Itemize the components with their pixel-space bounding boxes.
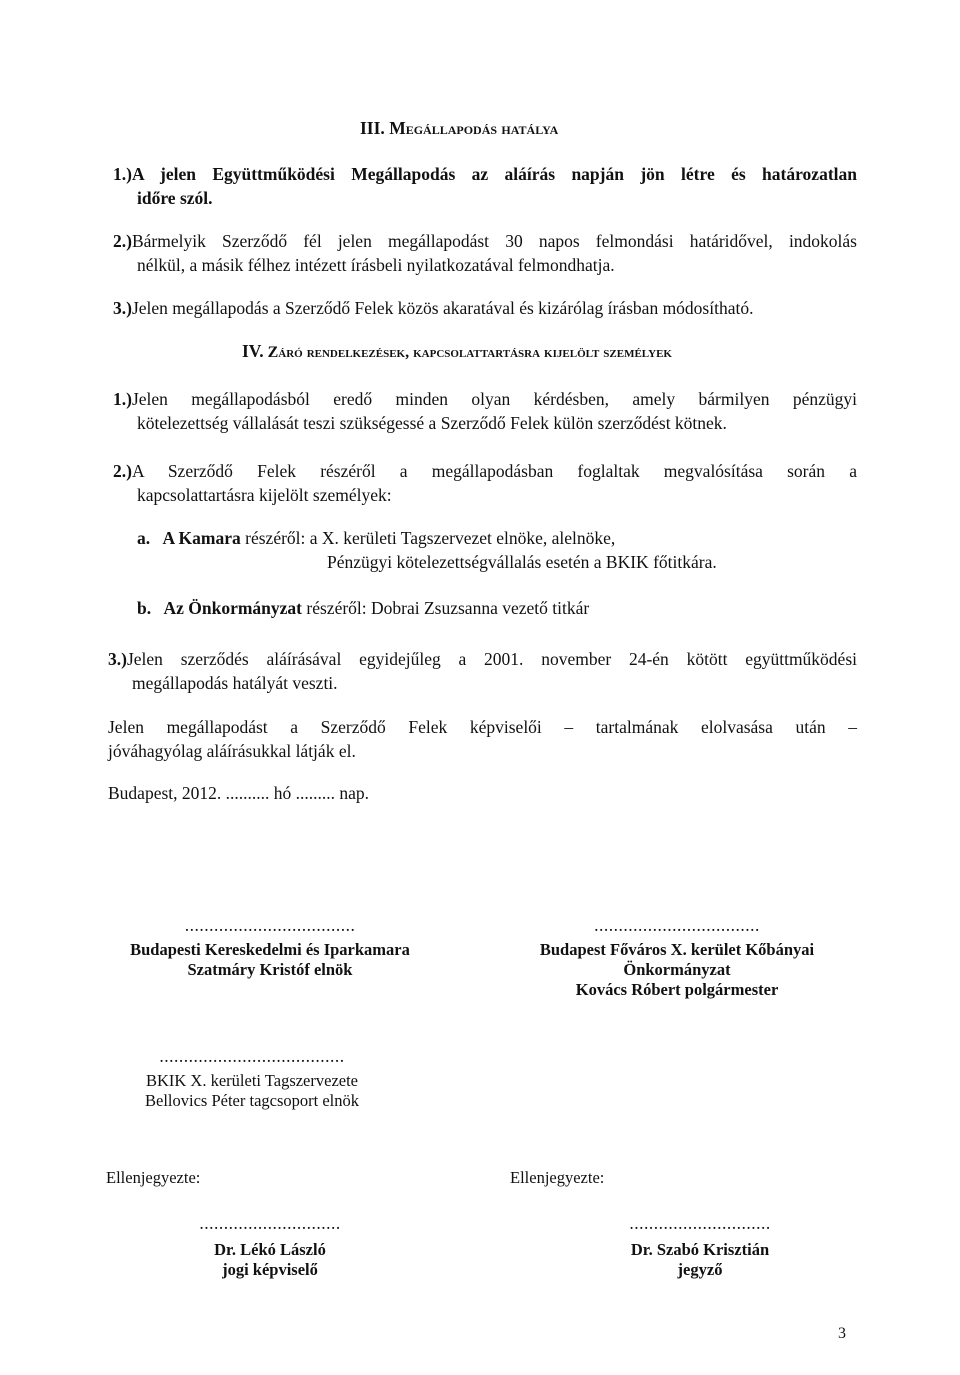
section-3-item-1: 1.)A jelen Együttműködési Megállapodás az aláírás napján jön létre és határozatlan időre szól. [113,164,857,208]
closing-statement: Jelen megállapodást a Szerződő Felek képviselői – tartalmának elolvasása után – jóváhagyólag aláírásukkal látják el. [108,717,857,761]
item-text: Bármelyik Szerződő fél jelen megállapodást 30 napos felmondási határidővel, indokolás [131,231,857,251]
section-3-title: Megállapodás hatálya [389,118,559,138]
contact-a: a. A Kamara részéről: a X. kerületi Tagszervezet elnöke, alelnöke, [137,528,616,548]
signature-szabo: ............................. Dr. Szabó Krisztián jegyző [600,1213,800,1280]
item-text: Jelen megállapodás a Szerződő Felek közös akaratával és kizárólag írásban módosítható. [131,298,754,318]
signature-bkik: ...................................... BKIK X. kerületi Tagszervezete Bellovics Péter tagcsoport elnök [112,1046,392,1111]
section-3-item-2: 2.)Bármelyik Szerződő fél jelen megállapodást 30 napos felmondási határidővel, indokolás nélkül, a másik félhez intézett írásbeli nyilatkozatával felmondhatja. [113,231,857,275]
section-4-item-1: 1.)Jelen megállapodásból eredő minden olyan kérdésben, amely bármilyen pénzügyi kötelezettség vállalását teszi szükségessé a Szerződő Felek külön szerződést kötnek. [113,389,857,433]
section-4-heading [242,341,672,362]
signature-line: ............................. [199,1213,341,1233]
contact-a-line-2: Pénzügyi kötelezettségvállalás esetén a BKIK főtitkára. [327,552,717,572]
signature-line: ............................. [629,1213,771,1233]
section-3-heading [360,118,558,139]
signature-municipality: .................................. Budapest Főváros X. kerület Kőbányai Önkormányzat Kovács Róbert polgármester [512,915,842,1000]
signature-chamber: ................................... Budapesti Kereskedelmi és Iparkamara Szatmáry Kristóf elnök [110,915,430,980]
section-4-number: IV. [242,341,264,361]
signature-line: ................................... [184,915,356,935]
party-name: Az Önkormányzat [163,598,303,618]
section-4-item-3: 3.)Jelen szerződés aláírásával egyidejűleg a 2001. november 24-én kötött együttműködési megállapodás hatályát veszti. [108,649,857,693]
place-date: Budapest, 2012. .......... hó ......... nap. [108,783,370,803]
countersign-label-right: Ellenjegyezte: [510,1168,605,1187]
signature-line: ...................................... [159,1046,345,1066]
item-text: A jelen Együttműködési Megállapodás az aláírás napján jön létre és határozatlan [131,164,857,184]
page-number: 3 [838,1325,846,1342]
contact-b: b. Az Önkormányzat részéről: Dobrai Zsuzsanna vezető titkár [137,598,590,618]
party-name: A Kamara [162,528,241,548]
section-4-item-2: 2.)A Szerződő Felek részéről a megállapodásban foglaltak megvalósítása során a kapcsolattartásra kijelölt személyek: [113,461,857,505]
countersign-label-left: Ellenjegyezte: [106,1168,201,1187]
section-4-title: Záró rendelkezések, kapcsolattartásra kijelölt személyek [267,344,672,361]
signature-line: .................................. [594,915,760,935]
section-3-item-3: 3.)Jelen megállapodás a Szerződő Felek közös akaratával és kizárólag írásban módosítható. [113,298,754,318]
signature-leko: ............................. Dr. Lékó László jogi képviselő [180,1213,360,1280]
section-3-number: III. [360,118,385,138]
